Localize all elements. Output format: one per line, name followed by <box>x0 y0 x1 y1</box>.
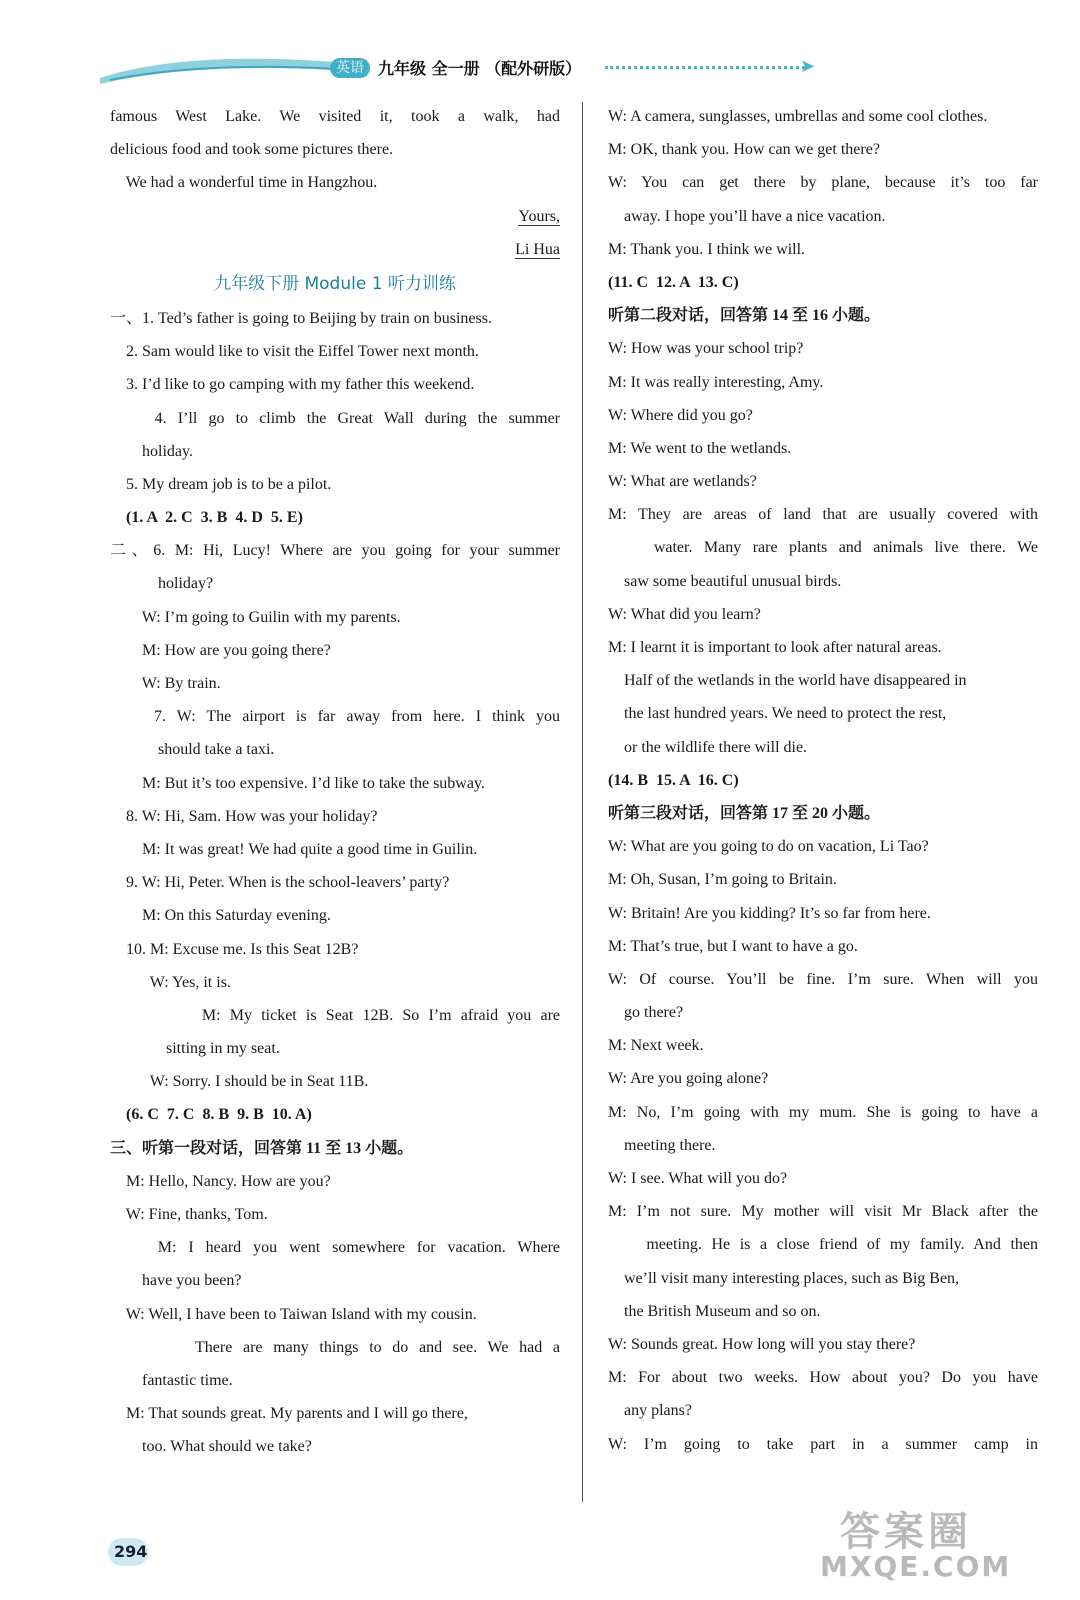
left-column <box>110 100 560 1464</box>
arrow-right-icon: ➤ <box>800 56 816 77</box>
text-line: M: For about two weeks. How about you? Do you have <box>608 1369 1038 1387</box>
text-line: M: I’m not sure. My mother will visit Mr Black after the <box>608 1203 1038 1221</box>
text-line: There are many things to do and see. We had a <box>110 1338 560 1356</box>
text-line: W: Of course. You’ll be fine. I’m sure. When will you <box>608 970 1038 988</box>
text-line: W: What did you learn? <box>608 605 761 623</box>
page-number-text: 294 <box>114 1542 148 1561</box>
text-line <box>110 200 560 233</box>
watermark-logo <box>820 1500 1050 1590</box>
text-line: 二、6. M: Hi, Lucy! Where are you going for your summer <box>110 542 560 560</box>
text-line: W: I see. What will you do? <box>608 1170 788 1187</box>
text-line: W: Sounds great. How long will you stay there? <box>608 1335 916 1353</box>
header-dotted-line <box>605 66 805 69</box>
text-line: W: I’m going to Guilin with my parents. <box>110 608 401 626</box>
text-line: W: Are you going alone? <box>608 1070 769 1088</box>
text-line: M: That sounds great. My parents and I will go there, <box>110 1405 468 1423</box>
text-line: 10. M: Excuse me. Is this Seat 12B? <box>110 940 359 958</box>
text-line: M: On this Saturday evening. <box>110 907 331 925</box>
text-line: W: By train. <box>110 675 221 692</box>
text-line: We had a wonderful time in Hangzhou. <box>110 174 378 192</box>
book-title: 九年级 全一册 （配外研版） <box>378 59 582 78</box>
text-line: or the wildlife there will die. <box>608 738 808 756</box>
text-line: M: I learnt it is important to look after natural areas. <box>608 639 942 656</box>
text-line <box>110 233 560 266</box>
text-line: W: What are you going to do on vacation, Li Tao? <box>608 838 929 856</box>
text-line: (11. C 12. A 13. C) <box>608 273 739 291</box>
text-line: M: We went to the wetlands. <box>608 439 792 457</box>
text-line: W: I’m going to take part in a summer camp in <box>608 1435 1038 1453</box>
text-line: M: Next week. <box>608 1037 704 1055</box>
text-line: fantastic time. <box>110 1371 233 1389</box>
text-line: W: How was your school trip? <box>608 340 804 358</box>
text-line: W: Well, I have been to Taiwan Island with my cousin. <box>110 1305 477 1323</box>
text-line: should take a taxi. <box>110 741 275 759</box>
section-title: 九年级下册 Module 1 听力训练 <box>214 273 456 294</box>
text-line: holiday. <box>110 442 193 460</box>
text-line: too. What should we take? <box>110 1438 312 1456</box>
text-line: W: Yes, it is. <box>110 973 231 991</box>
text-line: saw some beautiful unusual birds. <box>608 572 842 590</box>
text-line: W: You can get there by plane, because it’s too far <box>608 174 1038 192</box>
text-line: 听第三段对话，回答第 17 至 20 小题。 <box>608 804 881 822</box>
text-line: famous West Lake. We visited it, took a walk, had <box>110 108 560 125</box>
text-line: M: But it’s too expensive. I’d like to take the subway. <box>110 774 485 792</box>
text-line: any plans? <box>608 1402 692 1420</box>
text-line: (14. B 15. A 16. C) <box>608 771 739 789</box>
text-line: holiday? <box>110 575 214 593</box>
text-line: W: Where did you go? <box>608 406 753 424</box>
text-line: M: My ticket is Seat 12B. So I’m afraid you are <box>110 1006 560 1024</box>
text-line: 一、1. Ted’s father is going to Beijing by train on business. <box>110 309 492 327</box>
signature-text: Li Hua <box>515 240 560 258</box>
text-line: 4. I’ll go to climb the Great Wall during the summer <box>110 409 560 427</box>
text-line: go there? <box>608 1004 684 1022</box>
text-line: W: Britain! Are you kidding? It’s so far from here. <box>608 904 931 922</box>
text-line: (6. C 7. C 8. B 9. B 10. A) <box>110 1106 312 1124</box>
text-line: 5. My dream job is to be a pilot. <box>110 475 332 493</box>
text-line: meeting there. <box>608 1136 716 1154</box>
watermark-text-top: 答案圈 <box>840 1509 972 1555</box>
text-line: the British Museum and so on. <box>608 1302 821 1320</box>
text-line: have you been? <box>110 1272 242 1290</box>
text-line: we’ll visit many interesting places, such as Big Ben, <box>608 1269 960 1287</box>
text-line: away. I hope you’ll have a nice vacation. <box>608 207 886 225</box>
text-line: M: OK, thank you. How can we get there? <box>608 141 880 159</box>
page-number <box>104 1530 152 1574</box>
text-line: W: Fine, thanks, Tom. <box>110 1206 268 1223</box>
text-line: M: No, I’m going with my mum. She is going to have a <box>608 1103 1038 1121</box>
column-divider <box>582 102 583 1502</box>
text-line: M: That’s true, but I want to have a go. <box>608 937 858 955</box>
text-line: M: Hello, Nancy. How are you? <box>110 1172 331 1190</box>
text-line: M: How are you going there? <box>110 641 331 659</box>
text-line: M: It was really interesting, Amy. <box>608 373 824 391</box>
text-line: W: Sorry. I should be in Seat 11B. <box>110 1073 369 1091</box>
text-line: 7. W: The airport is far away from here. I think you <box>110 708 560 726</box>
right-column <box>608 100 1038 1461</box>
text-line: M: Oh, Susan, I’m going to Britain. <box>608 871 837 889</box>
text-line: 9. W: Hi, Peter. When is the school-leavers’ party? <box>110 874 450 892</box>
text-line: M: I heard you went somewhere for vacation. Where <box>110 1239 560 1257</box>
text-line: (1. A 2. C 3. B 4. D 5. E) <box>110 509 303 527</box>
signature-text: Yours, <box>518 207 560 225</box>
text-line: Half of the wetlands in the world have disappeared in <box>608 672 967 690</box>
text-line: W: What are wetlands? <box>608 473 757 491</box>
text-line: water. Many rare plants and animals live there. We <box>608 539 1038 557</box>
text-line: 三、听第一段对话，回答第 11 至 13 小题。 <box>110 1139 414 1157</box>
text-line: W: A camera, sunglasses, umbrellas and some cool clothes. <box>608 108 988 125</box>
subject-badge: 英语 <box>330 58 370 78</box>
text-line: 3. I’d like to go camping with my father this weekend. <box>110 376 475 394</box>
text-line: 8. W: Hi, Sam. How was your holiday? <box>110 807 378 825</box>
page-header <box>100 50 816 86</box>
text-line: 2. Sam would like to visit the Eiffel Tower next month. <box>110 343 479 361</box>
watermark-text-bottom: MXQE.COM <box>820 1550 1012 1583</box>
text-line: the last hundred years. We need to protect the rest, <box>608 705 947 723</box>
text-line: M: Thank you. I think we will. <box>608 240 806 258</box>
text-line: 听第二段对话，回答第 14 至 16 小题。 <box>608 307 881 325</box>
text-line: meeting. He is a close friend of my family. And then <box>608 1236 1038 1254</box>
text-line: M: It was great! We had quite a good time in Guilin. <box>110 840 478 858</box>
text-line: sitting in my seat. <box>110 1040 280 1058</box>
text-line: M: They are areas of land that are usually covered with <box>608 506 1038 524</box>
text-line: delicious food and took some pictures there. <box>110 141 394 159</box>
